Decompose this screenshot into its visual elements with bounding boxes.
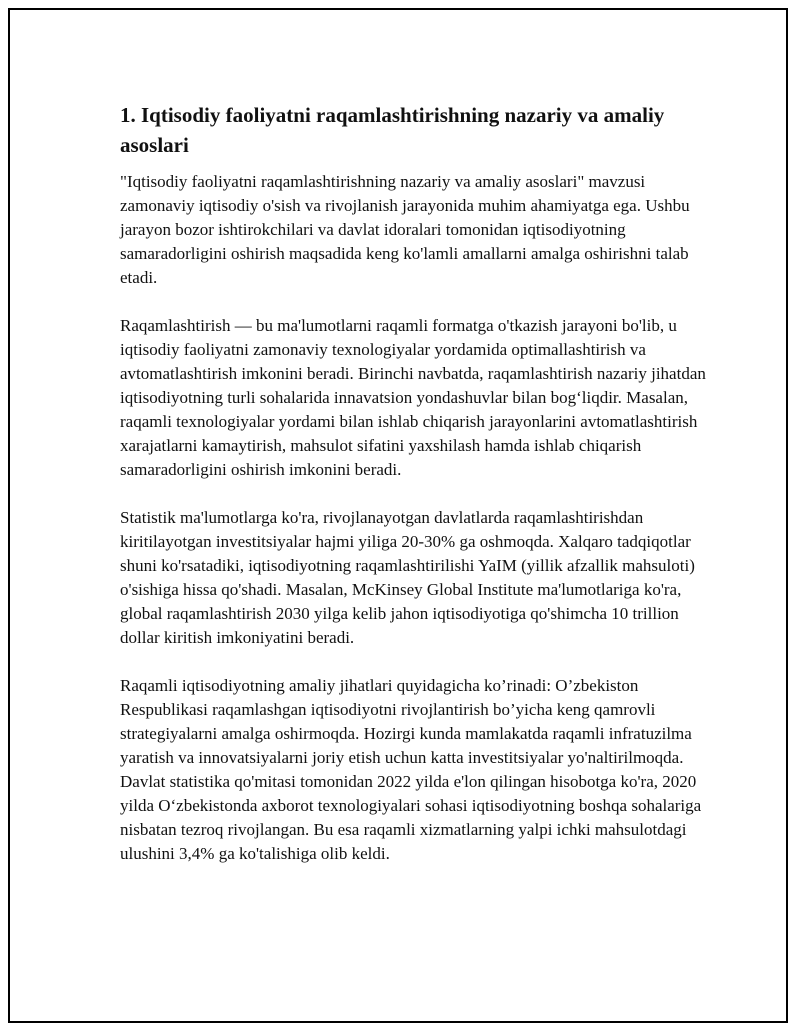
document-body bbox=[120, 100, 710, 890]
page-border bbox=[8, 8, 788, 1023]
paragraph-intro: "Iqtisodiy faoliyatni raqamlashtirishning nazariy va amaliy asoslari" mavzusi zamonaviy iqtisodiy o'sish va rivojlanish jarayonida muhim ahamiyatga ega. Ushbu jarayon bozor ishtirokchilari va davlat idoralari tomonidan iqtisodiyotning samaradorligini oshirish maqsadida keng ko'lamli amallarni amalga oshirishni talab etadi. bbox=[120, 172, 690, 287]
paragraph-statistics: Statistik ma'lumotlarga ko'ra, rivojlanayotgan davlatlarda raqamlashtirishdan kiritilayotgan investitsiyalar hajmi yiliga 20-30% ga oshmoqda. Xalqaro tadqiqotlar shuni ko'rsatadiki, iqtisodiyotning raqamlashtirilishi YaIM (yillik afzallik mahsuloti) o'sishiga hissa qo'shadi. Masalan, McKinsey Global Institute ma'lumotlariga ko'ra, global raqamlashtirish 2030 yilga kelib jahon iqtisodiyotiga qo'shimcha 10 trillion dollar kiritish imkoniyatini beradi. bbox=[120, 508, 695, 647]
paragraph-digitization-definition: Raqamlashtirish — bu ma'lumotlarni raqamli formatga o'tkazish jarayoni bo'lib, u iqtisodiy faoliyatni zamonaviy texnologiyalar yordamida optimallashtirish va avtomatlashtirish imkonini beradi. Birinchi navbatda, raqamlashtirish nazariy jihatdan iqtisodiyotning turli sohalarida innavatsion yondashuvlar bilan bog‘liqdir. Masalan, raqamli texnologiyalar yordami bilan ishlab chiqarish jarayonlarini avtomatlashtirish xarajatlarni kamaytirish, mahsulot sifatini yaxshilash hamda ishlab chiqarish samaradorligini oshirish imkonini beradi. bbox=[120, 316, 706, 479]
section-title: 1. Iqtisodiy faoliyatni raqamlashtirishning nazariy va amaliy asoslari bbox=[120, 103, 665, 157]
paragraph-practical-aspects: Raqamli iqtisodiyotning amaliy jihatlari quyidagicha ko’rinadi: O’zbekiston Respublikasi raqamlashgan iqtisodiyotni rivojlantirish bo’yicha keng qamrovli strategiyalarni amalga oshirmoqda. Hozirgi kunda mamlakatda raqamli infratuzilma yaratish va innovatsiyalarni joriy etish uchun katta investitsiyalar yo'naltirilmoqda. Davlat statistika qo'mitasi tomonidan 2022 yilda e'lon qilingan hisobotga ko'ra, 2020 yilda O‘zbekistonda axborot texnologiyalari sohasi iqtisodiyotning boshqa sohalariga nisbatan tezroq rivojlangan. Bu esa raqamli xizmatlarning yalpi ichki mahsulotdagi ulushini 3,4% ga ko'talishiga olib keldi. bbox=[120, 676, 702, 863]
